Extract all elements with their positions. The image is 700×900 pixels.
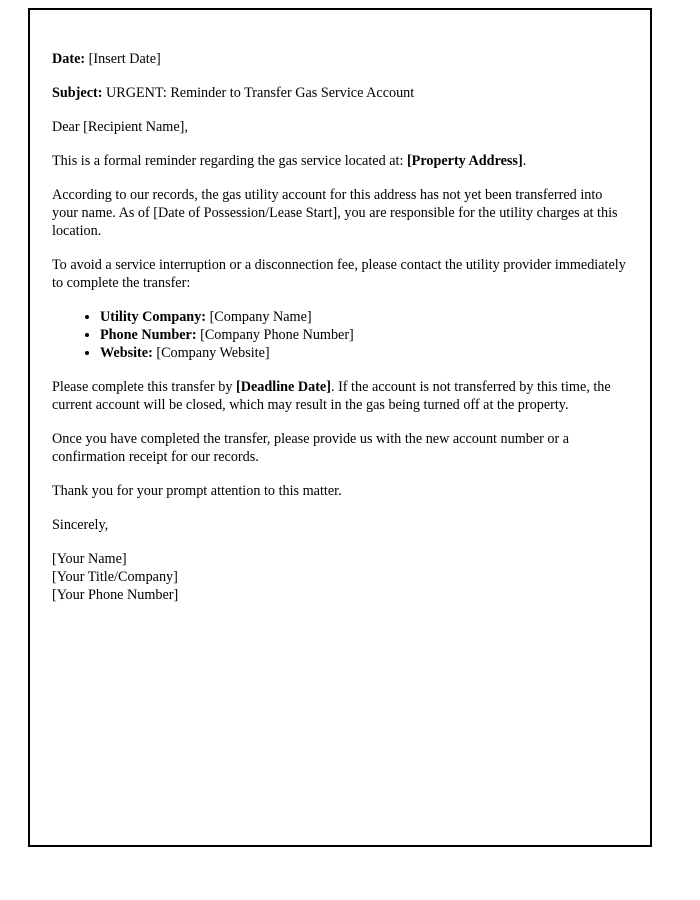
list-item-utility-company xyxy=(100,308,628,326)
p1-text-a: This is a formal reminder regarding the gas service located at: xyxy=(52,153,407,169)
utility-company-label: Utility Company: xyxy=(100,309,207,325)
closing-line: Sincerely, xyxy=(52,517,109,533)
utility-contact-list xyxy=(52,308,628,362)
subject-line xyxy=(52,84,628,102)
paragraph-confirmation: Once you have completed the transfer, please provide us with the new account number or a confirmation receipt for our records. xyxy=(52,431,570,465)
paragraph-thanks: Thank you for your prompt attention to this matter. xyxy=(52,483,342,499)
paragraph-deadline xyxy=(52,378,628,414)
greeting-line: Dear [Recipient Name], xyxy=(52,119,188,135)
list-item-website xyxy=(100,344,628,362)
phone-number-label: Phone Number: xyxy=(100,327,197,343)
list-item-phone-number xyxy=(100,326,628,344)
phone-number-value: [Company Phone Number] xyxy=(196,327,354,343)
signature-block xyxy=(52,550,628,604)
p4-text-a: Please complete this transfer by xyxy=(52,379,236,395)
date-value: [Insert Date] xyxy=(85,51,161,67)
letter-page xyxy=(28,8,652,847)
signature-name: [Your Name] xyxy=(52,551,127,567)
p1-text-c: . xyxy=(522,153,527,169)
date-line xyxy=(52,50,628,68)
p4-text-c: . If the account is not transferred by this time, the current account will be closed, which may result in the gas being turned off at the property. xyxy=(52,379,611,413)
deadline-date-placeholder: [Deadline Date] xyxy=(236,379,331,395)
signature-title-company: [Your Title/Company] xyxy=(52,569,178,585)
signature-phone: [Your Phone Number] xyxy=(52,587,179,603)
paragraph-records: According to our records, the gas utility account for this address has not yet been transferred into your name. As of [Date of Possession/Lease Start], you are responsible for the utility charges at this location. xyxy=(52,187,618,239)
date-label: Date: xyxy=(52,51,86,67)
property-address-placeholder: [Property Address] xyxy=(406,153,523,169)
utility-company-value: [Company Name] xyxy=(206,309,312,325)
paragraph-avoid-interruption: To avoid a service interruption or a disconnection fee, please contact the utility provider immediately to complete the transfer: xyxy=(52,257,626,291)
website-label: Website: xyxy=(100,345,153,361)
paragraph-property-address xyxy=(52,152,628,170)
subject-label: Subject: xyxy=(52,85,103,101)
subject-value: URGENT: Reminder to Transfer Gas Service Account xyxy=(102,85,415,101)
website-value: [Company Website] xyxy=(152,345,270,361)
